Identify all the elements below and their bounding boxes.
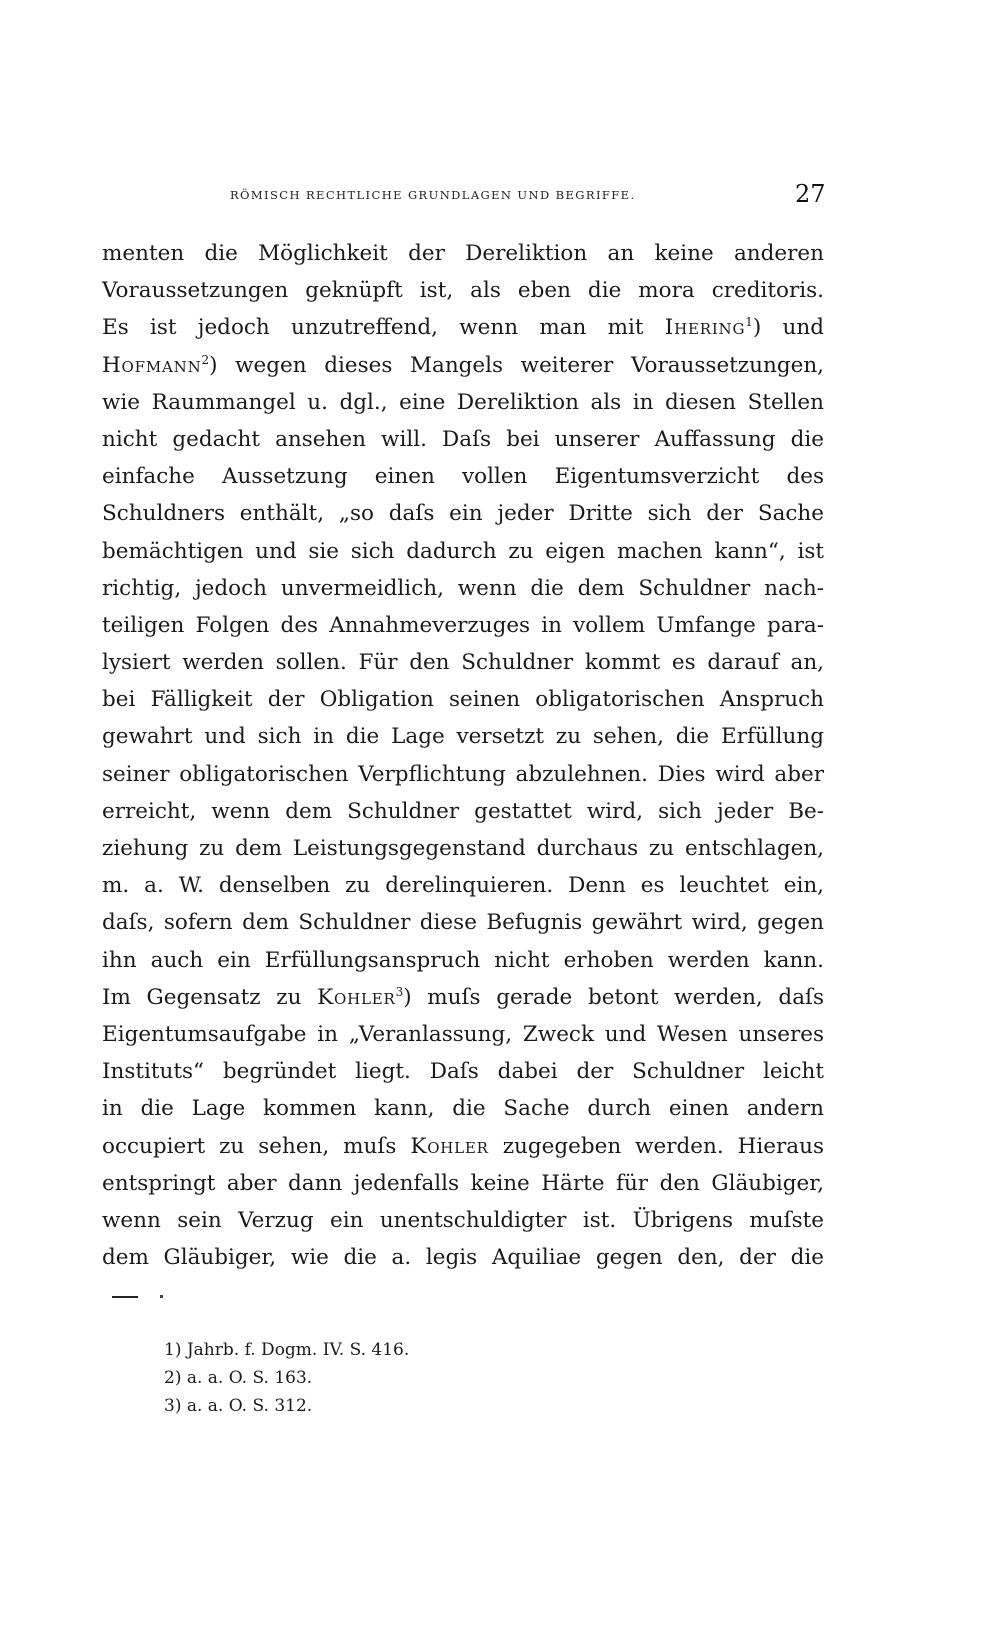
text-line: in die Lage kommen kann, die Sache durch einen andern	[102, 1096, 824, 1122]
text-line: wenn sein Verzug ein unentschuldigter ist. Übrigens muſste	[102, 1207, 824, 1233]
body-paragraph	[102, 235, 824, 1276]
text-line: erreicht, wenn dem Schuldner gestattet wird, sich jeder Be-	[102, 798, 824, 824]
author-name-hofmann: Hofmann	[102, 352, 202, 378]
text-line: ziehung zu dem Leistungsgegenstand durchaus zu entschlagen,	[102, 836, 824, 861]
text-segment: zugegeben werden. Hieraus	[488, 1133, 824, 1159]
author-name-kohler: Kohler	[410, 1133, 489, 1159]
text-line: seiner obligatorischen Verpflichtung abzulehnen. Dies wird aber	[102, 761, 824, 787]
text-line	[102, 1128, 824, 1165]
running-title: RÖMISCH RECHTLICHE GRUNDLAGEN UND BEGRIFFE.	[230, 188, 636, 202]
text-segment: Im Gegensatz zu	[102, 984, 318, 1010]
text-line: menten die Möglichkeit der Dereliktion an keine anderen	[102, 241, 824, 266]
text-line: bemächtigen und sie sich dadurch zu eigen machen kann“, ist	[102, 538, 824, 564]
text-line	[102, 347, 824, 384]
footnote-ref: 2	[201, 352, 210, 367]
text-line: m. a. W. denselben zu derelinquieren. Denn es leuchtet ein,	[102, 873, 824, 899]
text-segment: ) wegen dieses Mangels weiterer Voraussetzungen,	[209, 352, 824, 378]
author-name-kohler: Kohler	[317, 984, 396, 1010]
text-line: Voraussetzungen geknüpft ist, als eben die mora creditoris.	[102, 278, 824, 304]
text-line: nicht gedacht ansehen will. Daſs bei unserer Auffassung die	[102, 426, 824, 452]
footnote-ref: 3	[395, 984, 404, 999]
footnotes	[164, 1336, 409, 1420]
text-segment: ) und	[752, 315, 824, 341]
text-line: richtig, jedoch unvermeidlich, wenn die dem Schuldner nach-	[102, 575, 824, 601]
text-line: bei Fälligkeit der Obligation seinen obligatorischen Anspruch	[102, 687, 824, 713]
text-line	[102, 309, 824, 346]
footnote-rule-dot	[160, 1295, 163, 1298]
text-segment: Es ist jedoch unzutreffend, wenn man mit	[102, 315, 665, 341]
footnote-rule	[112, 1296, 138, 1298]
footnote: 3) a. a. O. S. 312.	[164, 1396, 313, 1416]
text-line: teiligen Folgen des Annahmeverzuges in vollem Umfange para-	[102, 612, 824, 638]
text-line: wie Raummangel u. dgl., eine Dereliktion als in diesen Stellen	[102, 389, 824, 415]
text-line: daſs, sofern dem Schuldner diese Befugnis gewährt wird, gegen	[102, 910, 824, 936]
text-segment: ) muſs gerade betont werden, daſs	[403, 984, 824, 1010]
text-line: entspringt aber dann jedenfalls keine Härte für den Gläubiger,	[102, 1170, 824, 1196]
text-line	[102, 979, 824, 1016]
text-line: Schuldners enthält, „so daſs ein jeder Dritte sich der Sache	[102, 501, 824, 527]
text-segment: occupiert zu sehen, muſs	[102, 1133, 411, 1159]
text-line: Instituts“ begründet liegt. Daſs dabei der Schuldner leicht	[102, 1059, 824, 1085]
page-number: 27	[795, 180, 826, 208]
footnote: 2) a. a. O. S. 163.	[164, 1368, 313, 1388]
text-line: gewahrt und sich in die Lage versetzt zu sehen, die Erfüllung	[102, 724, 824, 750]
footnote-ref: 1	[745, 315, 753, 330]
text-line: ihn auch ein Erfüllungsanspruch nicht erhoben werden kann.	[102, 947, 824, 973]
text-line: lysiert werden sollen. Für den Schuldner kommt es darauf an,	[102, 650, 824, 676]
author-name-ihering: Ihering	[664, 315, 746, 341]
text-line: einfache Aussetzung einen vollen Eigentumsverzicht des	[102, 464, 824, 490]
text-line: dem Gläubiger, wie die a. legis Aquiliae gegen den, der die	[102, 1245, 824, 1271]
text-line: Eigentumsaufgabe in „Veranlassung, Zweck und Wesen unseres	[102, 1021, 824, 1047]
footnote: 1) Jahrb. f. Dogm. IV. S. 416.	[164, 1340, 410, 1360]
